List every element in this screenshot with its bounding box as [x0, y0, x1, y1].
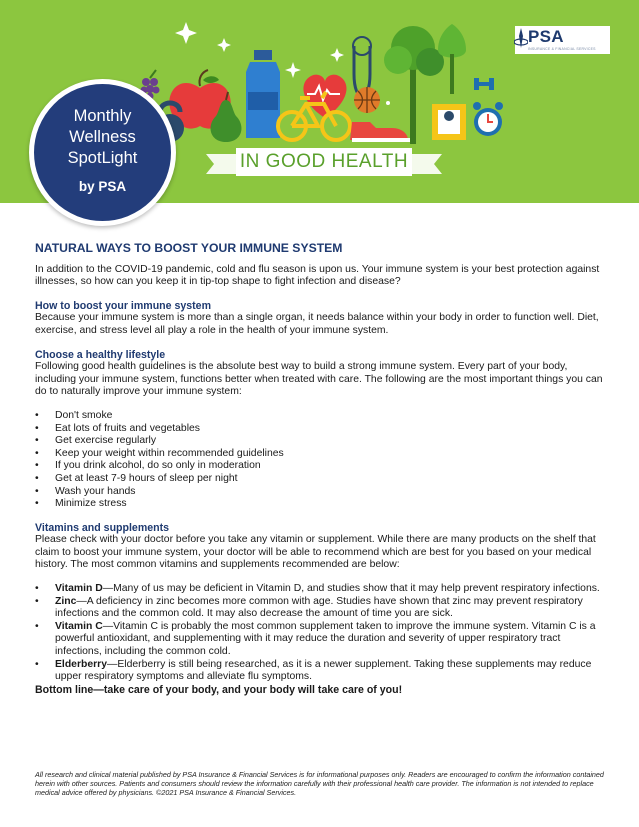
supplement-text: —Elderberry is still being researched, as it is a newer supplement. Taking these supplements may reduce upper respiratory symptoms and alleviate flu symptoms. — [55, 658, 592, 683]
list-item — [35, 583, 605, 596]
supplement-name: Vitamin C — [55, 620, 103, 632]
section-paragraph: Please check with your doctor before you take any vitamin or supplement. While there are many products on the shelf that claim to boost your immune system, your doctor will be able to recommend which are best for you based on your medical history. The most common vitamins and supplements recommended are below: — [35, 534, 596, 571]
badge-line: SpotLight — [67, 149, 138, 167]
lifestyle-list — [35, 410, 605, 511]
list-item — [35, 659, 605, 684]
sneaker-icon — [350, 122, 410, 142]
badge-line: Wellness — [69, 128, 136, 146]
badge-title — [34, 106, 171, 169]
intro-paragraph: In addition to the COVID-19 pandemic, cold and flu season is upon us. Your immune system is your best protection against illnesses, so how can you keep it in tip-top shape to fight infection and disease? — [35, 263, 600, 288]
article — [35, 242, 605, 696]
list-item — [35, 621, 605, 659]
psa-logo-tagline: INSURANCE & FINANCIAL SERVICES — [528, 47, 596, 51]
list-item: • Get exercise regularly — [35, 435, 605, 448]
section-paragraph: Following good health guidelines is the absolute best way to build a strong immune system. Every part of your body, including your immune system, functions better when treated with care. The following are the most important things you can do to naturally improve your immune system: — [35, 361, 603, 398]
in-good-health-sign: IN GOOD HEALTH — [236, 148, 412, 176]
list-item: • Get at least 7-9 hours of sleep per night — [35, 473, 605, 486]
disclaimer: All research and clinical material published by PSA Insurance & Financial Services is for informational purposes only. Readers are encouraged to confirm the information contained herein with other sources. Patients and consumers should review the information carefully with their professional health care provider. The information is not intended to replace medical advice offered by physicians. ©2021 PSA Insurance & Financial Services. — [35, 770, 604, 797]
badge-by-line: by PSA — [78, 179, 127, 194]
supplement-name: Zinc — [55, 595, 77, 607]
section-heading: How to boost your immune system — [35, 299, 211, 312]
list-item: • If you drink alcohol, do so only in moderation — [35, 460, 605, 473]
list-item: • Minimize stress — [35, 498, 605, 511]
supplements-list — [35, 583, 605, 684]
supplement-name: Elderberry — [55, 658, 107, 670]
list-item: • Don't smoke — [35, 410, 605, 423]
dumbbell-icon — [474, 78, 494, 90]
list-item — [35, 596, 605, 621]
clipboard-icon — [432, 104, 466, 140]
supplement-text: —A deficiency in zinc becomes more common with age. Studies have shown that zinc may prevent respiratory infections and the common cold. It may also decrease the amount of time you are sick. — [55, 595, 583, 620]
basketball-icon — [354, 87, 380, 113]
section-heading: Vitamins and supplements — [35, 521, 170, 534]
list-item: • Eat lots of fruits and vegetables — [35, 423, 605, 436]
list-item: • Wash your hands — [35, 486, 605, 499]
list-item: • Keep your weight within recommended guidelines — [35, 448, 605, 461]
water-bottle-icon — [246, 50, 280, 138]
wellness-spotlight-badge — [29, 79, 176, 226]
alarm-clock-icon — [473, 102, 503, 136]
supplement-name: Vitamin D — [55, 583, 103, 595]
section-heading: Choose a healthy lifestyle — [35, 348, 166, 361]
bottom-line: Bottom line—take care of your body, and your body will take care of you! — [35, 683, 403, 696]
article-title: NATURAL WAYS TO BOOST YOUR IMMUNE SYSTEM — [35, 241, 343, 255]
section-paragraph: Because your immune system is more than a single organ, it needs balance within your body in order to function well. Diet, exercise, and stress level all play a role in the health of your immune system. — [35, 312, 599, 336]
psa-logo-icon — [514, 28, 528, 50]
badge-line: Monthly — [73, 107, 132, 125]
psa-logo-name: PSA — [528, 27, 564, 46]
supplement-text: —Vitamin C is probably the most common supplement taken to improve the immune system. Vitamin C is a powerful antioxidant, and supplementing with it may reduce the duration and severity of upper respiratory tract infections, including the common cold. — [55, 620, 596, 658]
supplement-text: —Many of us may be deficient in Vitamin D, and studies show that it may help prevent respiratory infections. — [102, 583, 600, 595]
